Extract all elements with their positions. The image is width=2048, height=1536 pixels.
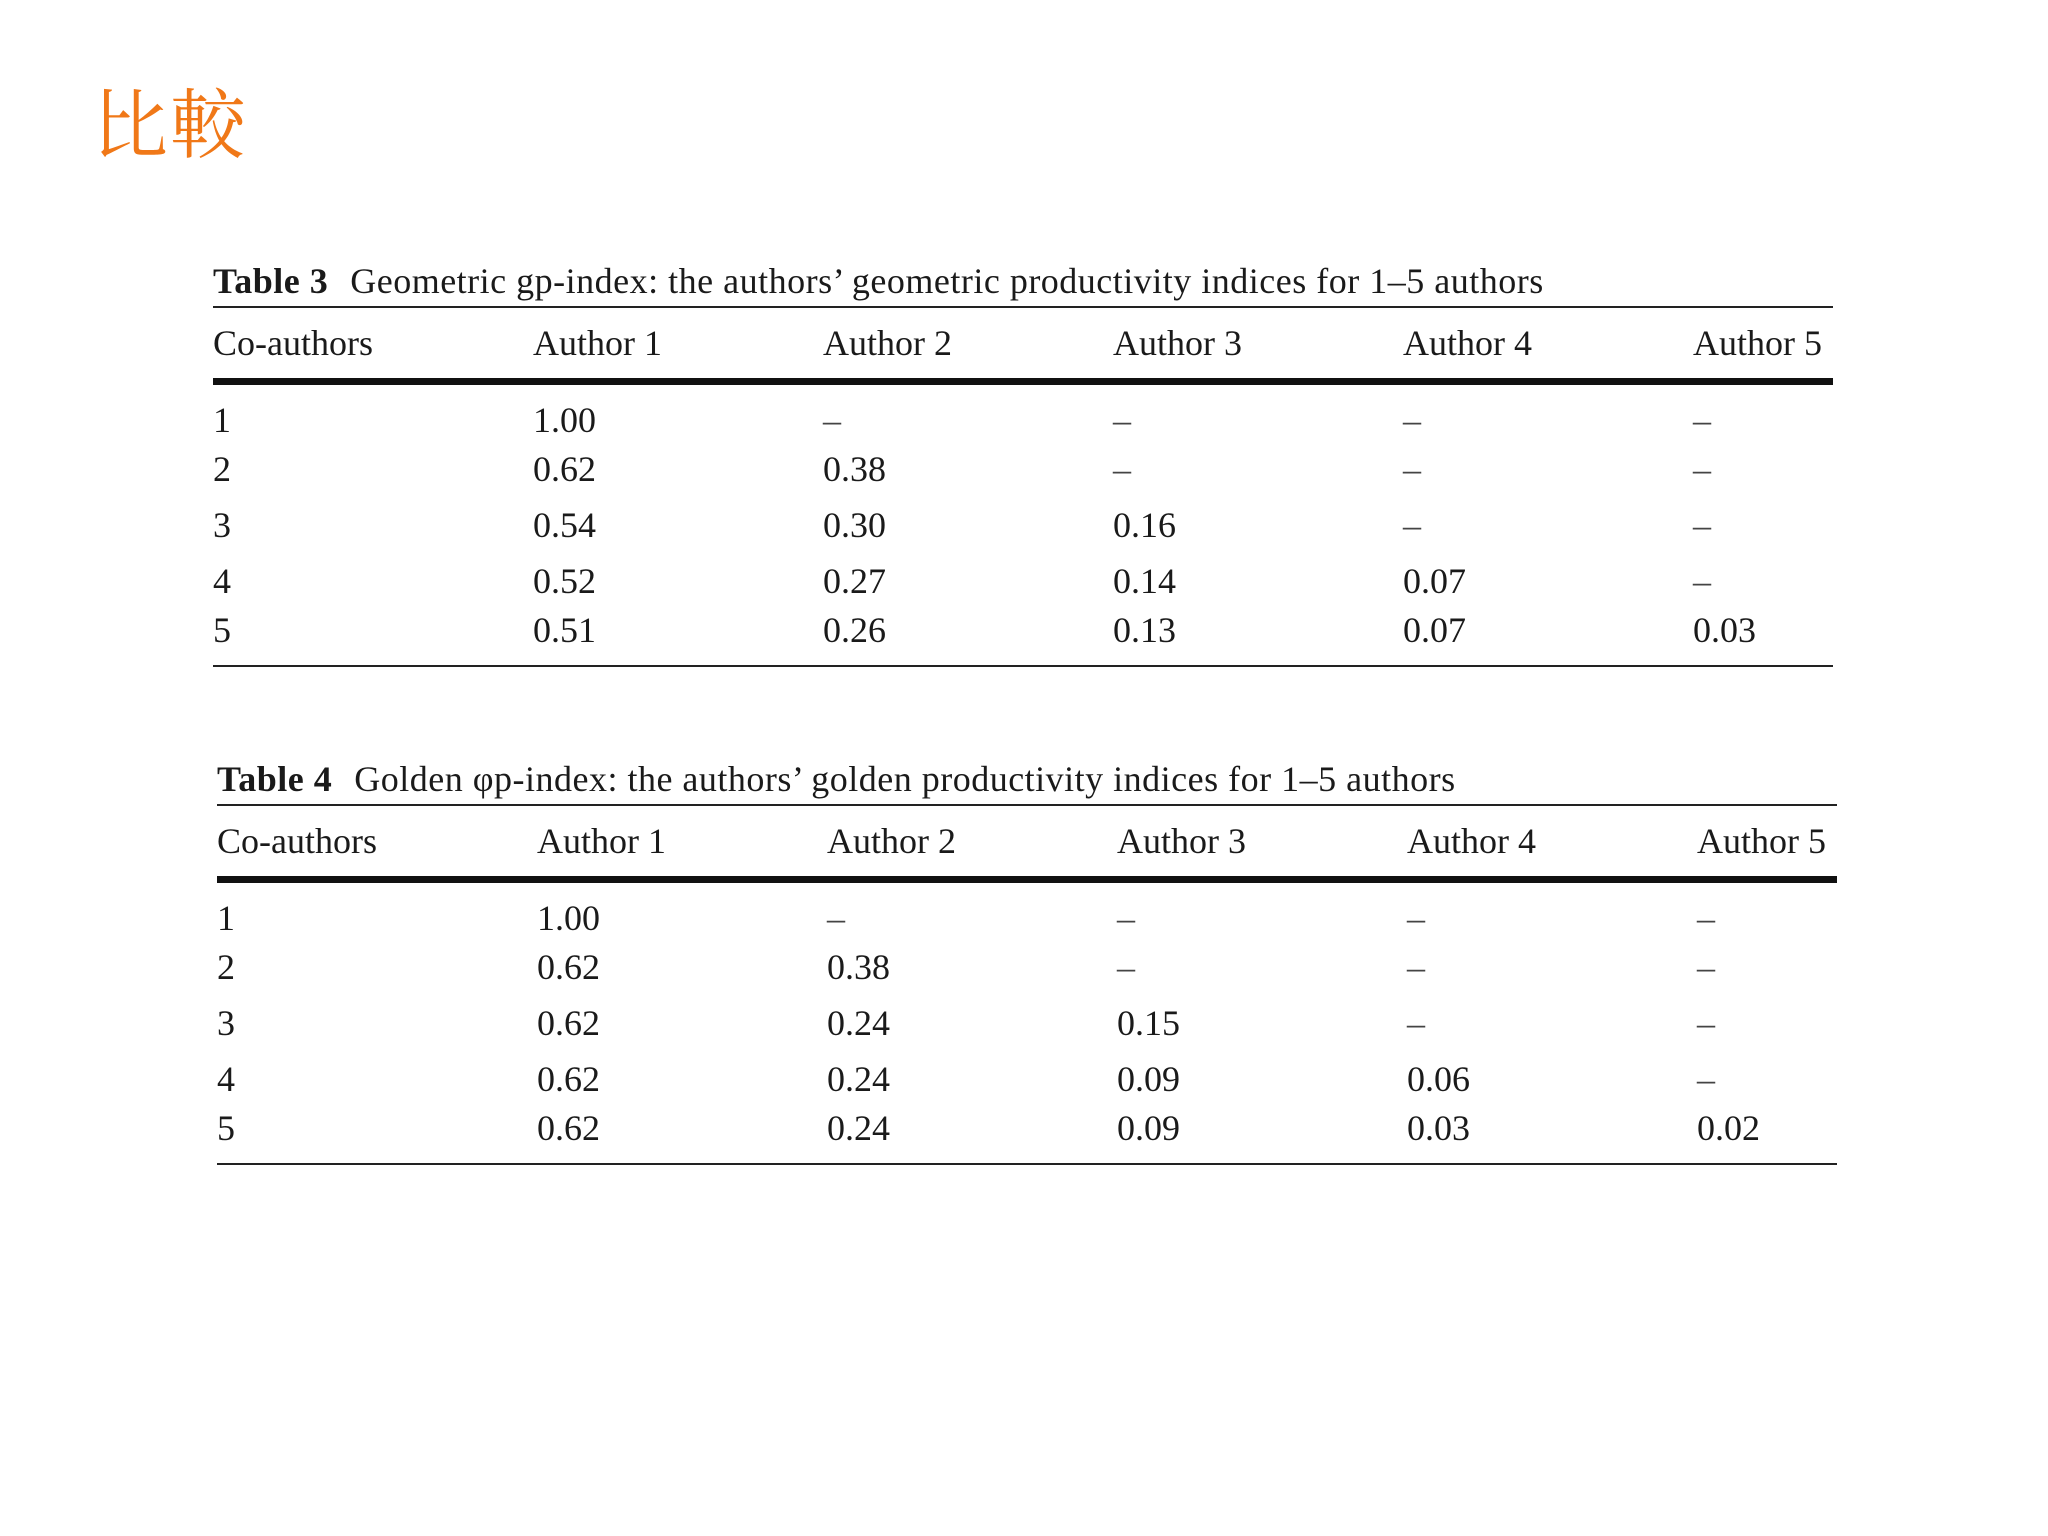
index-value-cell: 1.00 [533, 400, 596, 440]
column-header-author-2: Author 2 [823, 323, 952, 363]
index-value-cell: – [823, 400, 841, 440]
index-value-cell: – [1403, 400, 1421, 440]
index-value-cell: – [1113, 400, 1131, 440]
table-4-caption [217, 754, 1837, 804]
index-value-cell: 0.62 [537, 1108, 600, 1148]
column-header-co-authors: Co-authors [213, 323, 373, 363]
table-row [213, 441, 1833, 497]
index-value-cell: 0.09 [1117, 1059, 1180, 1099]
index-value-cell: – [827, 898, 845, 938]
table-row [217, 1107, 1837, 1163]
table-row [213, 609, 1833, 665]
column-header-co-authors: Co-authors [217, 821, 377, 861]
co-author-count-cell: 5 [213, 610, 231, 650]
table-3-header-row [213, 308, 1833, 378]
index-value-cell: 0.13 [1113, 610, 1176, 650]
index-value-cell: 0.24 [827, 1059, 890, 1099]
index-value-cell: – [1693, 449, 1711, 489]
co-author-count-cell: 2 [213, 449, 231, 489]
table-4-body [217, 883, 1837, 1163]
index-value-cell: 0.24 [827, 1108, 890, 1148]
column-header-author-3: Author 3 [1117, 821, 1246, 861]
index-value-cell: 0.06 [1407, 1059, 1470, 1099]
table-row [217, 939, 1837, 995]
index-value-cell: 0.38 [823, 449, 886, 489]
column-header-author-1: Author 1 [537, 821, 666, 861]
index-value-cell: 0.14 [1113, 561, 1176, 601]
index-value-cell: – [1693, 400, 1711, 440]
co-author-count-cell: 3 [217, 1003, 235, 1043]
index-value-cell: 0.27 [823, 561, 886, 601]
index-value-cell: – [1117, 898, 1135, 938]
index-value-cell: – [1117, 947, 1135, 987]
table-3-caption [213, 256, 1833, 306]
index-value-cell: 0.03 [1407, 1108, 1470, 1148]
index-value-cell: – [1407, 947, 1425, 987]
table-4-grid [217, 806, 1837, 876]
co-author-count-cell: 2 [217, 947, 235, 987]
column-header-author-4: Author 4 [1403, 323, 1532, 363]
co-author-count-cell: 4 [213, 561, 231, 601]
slide-title: 比較 [92, 81, 248, 170]
table-row [213, 385, 1833, 441]
table-3-header-rule [213, 378, 1833, 385]
index-value-cell: 0.07 [1403, 561, 1466, 601]
table-3 [213, 256, 1833, 667]
table-4-header-row [217, 806, 1837, 876]
index-value-cell: 0.62 [537, 1003, 600, 1043]
index-value-cell: – [1407, 1003, 1425, 1043]
index-value-cell: 0.02 [1697, 1108, 1760, 1148]
index-value-cell: – [1403, 449, 1421, 489]
co-author-count-cell: 4 [217, 1059, 235, 1099]
index-value-cell: 0.38 [827, 947, 890, 987]
table-3-bottom-rule [213, 665, 1833, 667]
index-value-cell: 0.30 [823, 505, 886, 545]
table-row [213, 497, 1833, 553]
index-value-cell: 0.62 [537, 1059, 600, 1099]
table-3-body [213, 385, 1833, 665]
index-value-cell: 0.24 [827, 1003, 890, 1043]
table-4 [217, 754, 1837, 1165]
table-4-label: Table 4 [217, 759, 333, 799]
index-value-cell: – [1693, 505, 1711, 545]
index-value-cell: – [1697, 1059, 1715, 1099]
index-value-cell: – [1697, 1003, 1715, 1043]
index-value-cell: 0.62 [537, 947, 600, 987]
index-value-cell: 0.26 [823, 610, 886, 650]
column-header-author-2: Author 2 [827, 821, 956, 861]
table-3-caption-text: Geometric gp-index: the authors’ geometric productivity indices for 1–5 authors [350, 261, 1544, 301]
table-row [217, 1051, 1837, 1107]
table-row [217, 995, 1837, 1051]
co-author-count-cell: 1 [217, 898, 235, 938]
table-4-header-rule [217, 876, 1837, 883]
index-value-cell: 0.51 [533, 610, 596, 650]
column-header-author-5: Author 5 [1693, 323, 1822, 363]
index-value-cell: 1.00 [537, 898, 600, 938]
table-3-grid [213, 308, 1833, 378]
index-value-cell: 0.03 [1693, 610, 1756, 650]
table-3-label: Table 3 [213, 261, 329, 301]
table-row [217, 883, 1837, 939]
table-4-bottom-rule [217, 1163, 1837, 1165]
co-author-count-cell: 5 [217, 1108, 235, 1148]
column-header-author-4: Author 4 [1407, 821, 1536, 861]
index-value-cell: 0.09 [1117, 1108, 1180, 1148]
index-value-cell: – [1407, 898, 1425, 938]
column-header-author-1: Author 1 [533, 323, 662, 363]
index-value-cell: – [1693, 561, 1711, 601]
index-value-cell: – [1697, 947, 1715, 987]
column-header-author-5: Author 5 [1697, 821, 1826, 861]
table-row [213, 553, 1833, 609]
index-value-cell: – [1697, 898, 1715, 938]
column-header-author-3: Author 3 [1113, 323, 1242, 363]
index-value-cell: 0.52 [533, 561, 596, 601]
co-author-count-cell: 3 [213, 505, 231, 545]
co-author-count-cell: 1 [213, 400, 231, 440]
index-value-cell: 0.15 [1117, 1003, 1180, 1043]
index-value-cell: 0.16 [1113, 505, 1176, 545]
index-value-cell: – [1113, 449, 1131, 489]
index-value-cell: 0.62 [533, 449, 596, 489]
index-value-cell: 0.07 [1403, 610, 1466, 650]
index-value-cell: 0.54 [533, 505, 596, 545]
table-4-caption-text: Golden φp-index: the authors’ golden productivity indices for 1–5 authors [354, 759, 1456, 799]
index-value-cell: – [1403, 505, 1421, 545]
